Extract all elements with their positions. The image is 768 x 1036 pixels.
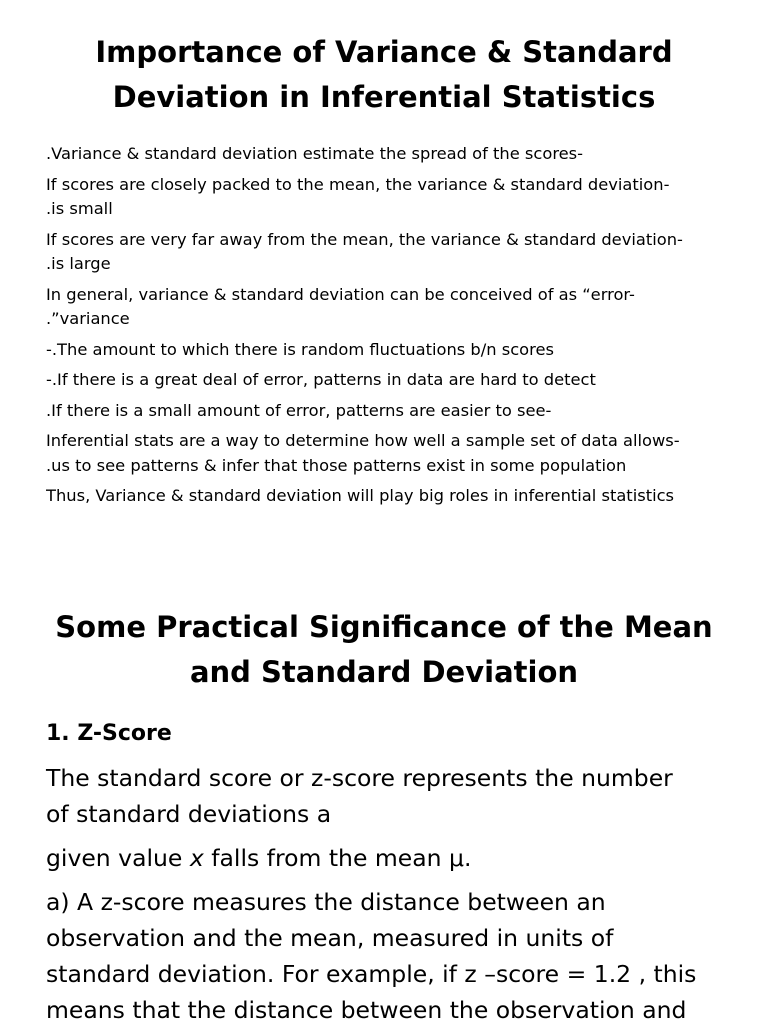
slide-title-line: Importance of Variance & Standard bbox=[95, 35, 673, 69]
list-item bbox=[46, 283, 726, 332]
list-item-line: .is small bbox=[46, 199, 113, 218]
bullet-list bbox=[46, 142, 726, 515]
list-item bbox=[46, 429, 726, 478]
list-item bbox=[46, 228, 726, 277]
list-item-line: If scores are closely packed to the mean, the variance & standard deviation- bbox=[46, 174, 670, 194]
paragraph bbox=[46, 760, 746, 832]
list-item bbox=[46, 173, 726, 222]
paragraph-line: of standard deviations a bbox=[46, 800, 332, 828]
paragraph-line: standard deviation. For example, if z –score = 1.2 , this bbox=[46, 960, 697, 988]
list-item-line: Inferential stats are a way to determine how well a sample set of data allows- bbox=[46, 431, 680, 450]
list-item bbox=[46, 399, 726, 424]
list-item-line: .us to see patterns & infer that those patterns exist in some population bbox=[46, 455, 627, 475]
body-text bbox=[46, 760, 746, 1036]
list-item-line: -.The amount to which there is random fluctuations b/n scores bbox=[46, 339, 554, 359]
list-item bbox=[46, 484, 726, 509]
list-item bbox=[46, 368, 726, 393]
slide-title-line: Some Practical Significance of the Mean bbox=[55, 610, 713, 644]
paragraph-line: The standard score or z-score represents the number bbox=[46, 764, 673, 792]
paragraph-line: observation and the mean, measured in units of bbox=[46, 924, 614, 952]
list-item-line: .If there is a small amount of error, patterns are easier to see- bbox=[46, 400, 552, 420]
variable-x: x bbox=[189, 844, 204, 872]
list-item-line: Thus, Variance & standard deviation will play big roles in inferential statistics bbox=[46, 486, 675, 505]
paragraph bbox=[46, 840, 746, 876]
list-item-line: .is large bbox=[46, 254, 111, 273]
list-item bbox=[46, 338, 726, 363]
section-heading: 1. Z-Score bbox=[46, 721, 172, 746]
paragraph-text: falls from the mean μ. bbox=[203, 844, 472, 872]
list-item-line: In general, variance & standard deviation can be conceived of as “error- bbox=[46, 284, 635, 304]
slide-title-line: and Standard Deviation bbox=[189, 655, 579, 689]
paragraph bbox=[46, 884, 746, 1028]
slide-title bbox=[60, 30, 708, 120]
list-item-line: .”variance bbox=[46, 309, 130, 328]
list-item-line: .Variance & standard deviation estimate the spread of the scores- bbox=[46, 144, 584, 163]
paragraph-line: means that the distance between the observation and bbox=[46, 996, 687, 1024]
paragraph-text: given value bbox=[46, 844, 190, 872]
list-item-line: If scores are very far away from the mean, the variance & standard deviation- bbox=[46, 229, 683, 249]
list-item bbox=[46, 142, 726, 167]
paragraph-line: a) A z-score measures the distance between an bbox=[46, 888, 606, 916]
slide-title bbox=[40, 605, 728, 695]
list-item-line: -.If there is a great deal of error, patterns in data are hard to detect bbox=[46, 370, 596, 389]
slide-title-line: Deviation in Inferential Statistics bbox=[112, 80, 656, 114]
